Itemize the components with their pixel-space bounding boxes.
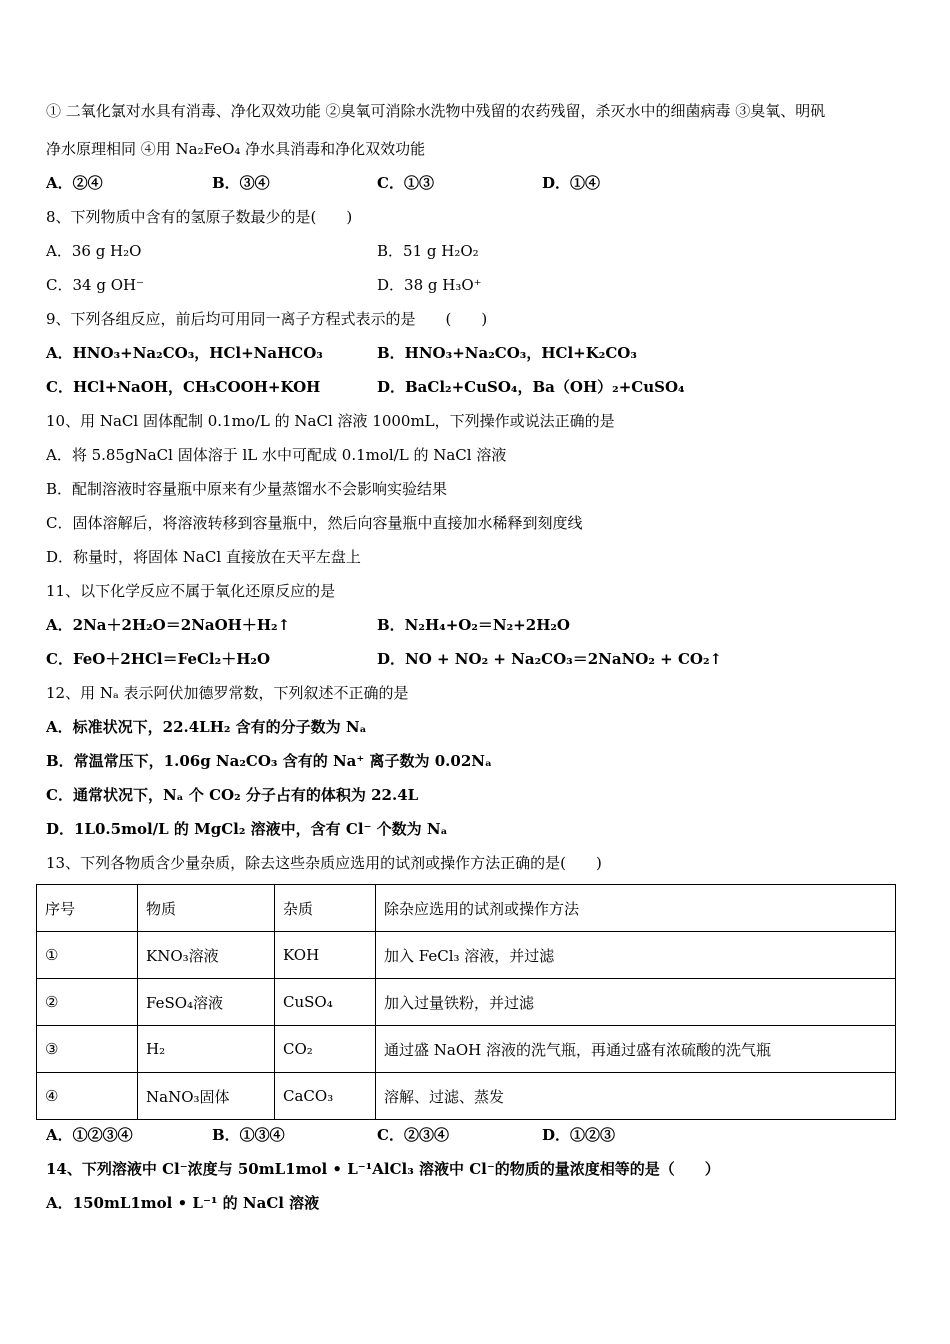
- prev-question-line1: ① 二氧化氯对水具有消毒、净化双效功能 ②臭氧可消除水洗物中残留的农药残留，杀灭水中的细菌病毒 ③臭氧、明矾: [46, 102, 826, 120]
- q12-option-c: C．通常状况下，Nₐ 个 CO₂ 分子占有的体积为 22.4L: [46, 786, 419, 804]
- table-cell: ②: [37, 979, 138, 1026]
- q10-option-b: B．配制溶液时容量瓶中原来有少量蒸馏水不会影响实验结果: [46, 480, 448, 498]
- prev-question-line2: 净水原理相同 ④用 Na₂FeO₄ 净水具消毒和净化双效功能: [46, 140, 426, 158]
- table-cell: ①: [37, 932, 138, 979]
- option-b: B．③④: [212, 174, 270, 192]
- table-cell: ③: [37, 1026, 138, 1073]
- option-a: A．①②③④: [46, 1126, 133, 1144]
- table-cell: 加入过量铁粉，并过滤: [376, 979, 896, 1026]
- q10-option-c: C．固体溶解后，将溶液转移到容量瓶中，然后向容量瓶中直接加水稀释到刻度线: [46, 514, 583, 532]
- table-cell: 加入 FeCl₃ 溶液，并过滤: [376, 932, 896, 979]
- option-a: A．HNO₃+Na₂CO₃，HCl+NaHCO₃: [46, 344, 323, 362]
- table-row: [37, 932, 896, 979]
- table-cell: 通过盛 NaOH 溶液的洗气瓶，再通过盛有浓硫酸的洗气瓶: [376, 1026, 896, 1073]
- option-b: B．51 g H₂O₂: [377, 242, 479, 260]
- option-a: A．36 g H₂O: [46, 242, 142, 260]
- table-header-cell: 除杂应选用的试剂或操作方法: [376, 885, 896, 932]
- q10-option-d: D．称量时，将固体 NaCl 直接放在天平左盘上: [46, 548, 361, 566]
- table-row: [37, 979, 896, 1026]
- q12-option-b: B．常温常压下，1.06g Na₂CO₃ 含有的 Na⁺ 离子数为 0.02Nₐ: [46, 752, 492, 770]
- q12-option-d: D．1L0.5mol/L 的 MgCl₂ 溶液中，含有 Cl⁻ 个数为 Nₐ: [46, 820, 448, 838]
- option-b: B．N₂H₄+O₂＝N₂+2H₂O: [377, 616, 571, 634]
- table-cell: CO₂: [275, 1026, 376, 1073]
- option-a: A．②④: [46, 174, 103, 192]
- option-d: D．①②③: [542, 1126, 616, 1144]
- option-d: D．①④: [542, 174, 601, 192]
- option-c: C．HCl+NaOH，CH₃COOH+KOH: [46, 378, 321, 396]
- q10-option-a: A．将 5.85gNaCl 固体溶于 lL 水中可配成 0.1mol/L 的 NaCl 溶液: [46, 446, 507, 464]
- table-cell: FeSO₄溶液: [138, 979, 275, 1026]
- option-c: C．34 g OH⁻: [46, 276, 144, 294]
- table-cell: NaNO₃固体: [138, 1073, 275, 1120]
- table-cell: CuSO₄: [275, 979, 376, 1026]
- option-c: C．①③: [377, 174, 434, 192]
- option-a: A．2Na＋2H₂O＝2NaOH＋H₂↑: [46, 616, 291, 634]
- q13-table: [36, 884, 896, 1120]
- table-cell: CaCO₃: [275, 1073, 376, 1120]
- q12-option-a: A．标准状况下，22.4LH₂ 含有的分子数为 Nₐ: [46, 718, 367, 736]
- table-cell: ④: [37, 1073, 138, 1120]
- table-cell: KOH: [275, 932, 376, 979]
- table-header-cell: 物质: [138, 885, 275, 932]
- table-header-cell: 序号: [37, 885, 138, 932]
- q9-stem: 9、下列各组反应，前后均可用同一离子方程式表示的是 ( ): [46, 310, 488, 328]
- table-cell: H₂: [138, 1026, 275, 1073]
- q14-stem: 14、下列溶液中 Cl⁻浓度与 50mL1mol • L⁻¹AlCl₃ 溶液中 Cl⁻的物质的量浓度相等的是（ ）: [46, 1160, 720, 1178]
- table-row: [37, 1026, 896, 1073]
- q10-stem: 10、用 NaCl 固体配制 0.1mo/L 的 NaCl 溶液 1000mL，下列操作或说法正确的是: [46, 412, 615, 430]
- option-c: C．FeO＋2HCl＝FeCl₂＋H₂O: [46, 650, 271, 668]
- q8-stem: 8、下列物质中含有的氢原子数最少的是( ): [46, 208, 353, 226]
- table-cell: 溶解、过滤、蒸发: [376, 1073, 896, 1120]
- q12-stem: 12、用 Nₐ 表示阿伏加德罗常数，下列叙述不正确的是: [46, 684, 409, 702]
- table-row: [37, 1073, 896, 1120]
- option-d: D．BaCl₂+CuSO₄，Ba（OH）₂+CuSO₄: [377, 378, 685, 396]
- option-d: D．NO + NO₂ + Na₂CO₃＝2NaNO₂ + CO₂↑: [377, 650, 723, 668]
- q13-stem: 13、下列各物质含少量杂质，除去这些杂质应选用的试剂或操作方法正确的是( ): [46, 854, 602, 872]
- option-c: C．②③④: [377, 1126, 449, 1144]
- table-cell: KNO₃溶液: [138, 932, 275, 979]
- q14-option-a: A．150mL1mol • L⁻¹ 的 NaCl 溶液: [46, 1194, 320, 1212]
- option-b: B．HNO₃+Na₂CO₃，HCl+K₂CO₃: [377, 344, 637, 362]
- q11-stem: 11、以下化学反应不属于氧化还原反应的是: [46, 582, 336, 600]
- table-header-cell: 杂质: [275, 885, 376, 932]
- table-header-row: [37, 885, 896, 932]
- option-d: D．38 g H₃O⁺: [377, 276, 482, 294]
- option-b: B．①③④: [212, 1126, 285, 1144]
